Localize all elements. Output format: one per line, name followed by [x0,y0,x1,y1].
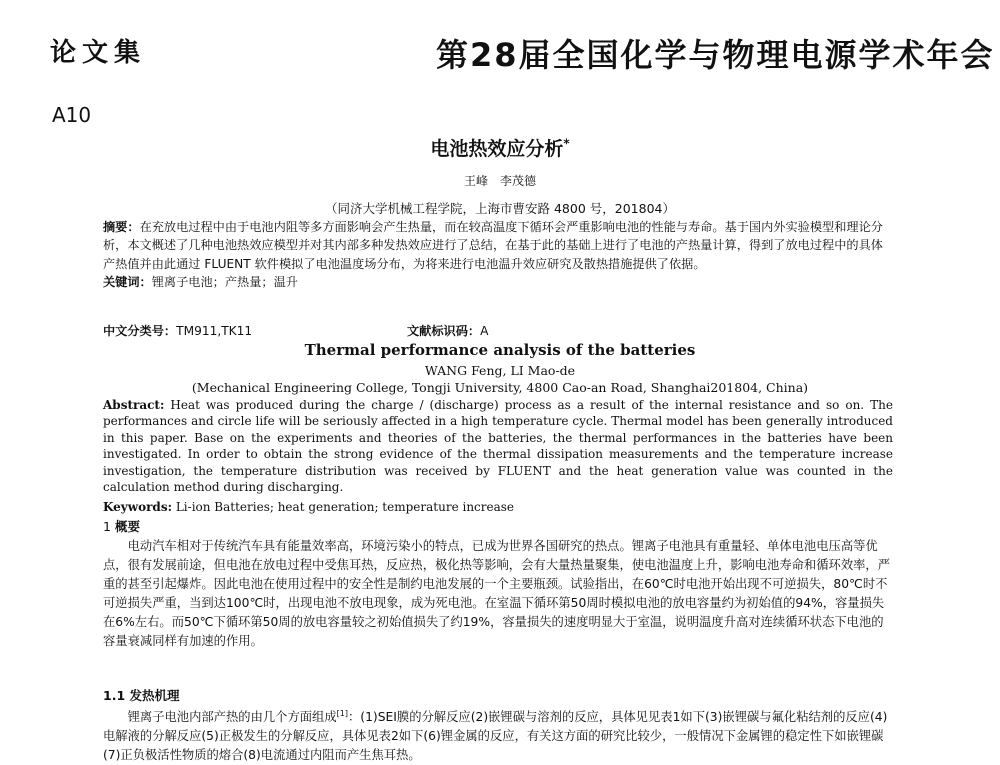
section-1-1-text-end: ：(1)SEI膜的分解反应(2)嵌锂碳与溶剂的反应，具体见见表1如下(3)嵌锂碳与氟化粘结剂的反应(4)电解液的分解反应(5)正极发生的分解反应，具体见表2如下(6)锂金属的反应，有关这方面的研究比较少，一般情况下金属锂的稳定性下如嵌锂碳(7)正负极活性物质的熔合(8)电流通过内阻而产生焦耳热。 [103,710,888,763]
abstract-cn-text: 在充放电过程中由于电池内阻等多方面影响会产生热量，而在较高温度下循环会严重影响电池的性能与寿命。基于国内外实验模型和理论分析，本文概述了几种电池热效应模型并对其内部多种发热效应进行了总结，在基于此的基础上进行了电池的产热量计算，得到了放电过程中的具体产热值并由此通过 FLUENT 软件模拟了电池温度场分布，为将来进行电池温升效应研究及散热措施提供了依据。 [103,220,883,271]
keywords-cn-label: 关键词： [103,275,152,290]
classification-value: TM911,TK11 [176,324,253,338]
section-1-paragraph: 电动汽车相对于传统汽车具有能量效率高，环境污染小的特点，已成为世界各国研究的热点。锂离子电池具有重量轻、单体电池电压高等优点，很有发展前途，但电池在放电过程中受焦耳热，反应热，极化热等影响，会有大量热量聚集，使电池温度上升，影响电池寿命和循环效率，严重的甚至引起爆炸。因此电池在使用过程中的安全性是制约电池发展的一个主要瓶颈。试验指出，在60℃时电池开始出现不可逆损失，80℃时不可逆损失严重，当到达100℃时，出现电池不放电现象，成为死电池。在室温下循环第50周时模拟电池的放电容量约为初始值的94%，容量损失在6%左右。而50℃下循环第50周的放电容量较之初始值损失了约19%，容量损失的速度明显大于室温，说明温度升高对连续循环状态下电池的容量衰减同样有加速的作用。 [103,539,891,648]
doc-code-label: 文献标识码： [407,324,481,338]
affiliation-en: (Mechanical Engineering College, Tongji University, 4800 Cao-an Road, Shanghai201804, China) [191,380,809,395]
citation-ref[interactable]: [1] [336,709,348,718]
title-footnote-mark: * [563,136,570,151]
abstract-cn-label: 摘要： [103,220,140,234]
section-1-1-heading: 1.1 发热机理 [103,688,180,703]
authors-en: WANG Feng, LI Mao-de [424,363,576,378]
paper-code: A10 [52,103,92,127]
section-1-1-body [103,704,893,765]
doc-code [407,322,488,339]
conference-title: 第28届全国化学与物理电源学术年会 [436,36,995,74]
section-1-heading [103,517,140,535]
abstract-en [103,397,893,495]
authors-cn: 王峰 李茂德 [463,174,536,188]
classification-row [103,322,893,339]
section-1-body [103,537,893,651]
title-cn-text: 电池热效应分析 [430,138,564,160]
section-1-number: 1 [103,519,111,534]
doc-code-value: A [480,324,489,338]
abstract-en-label: Abstract: [103,398,165,412]
keywords-en-text: Li-ion Batteries; heat generation; temperature increase [172,500,515,514]
paper-title-en: Thermal performance analysis of the batteries [304,341,696,359]
abstract-cn [103,218,893,292]
affiliation-cn: （同济大学机械工程学院，上海市曹安路 4800 号，201804） [325,201,675,216]
abstract-en-text: Heat was produced during the charge / (discharge) process as a result of the internal resistance and so on. The performances and circle life will be seriously affected in a high temperature cycle. Thermal model has been generally introduced in this paper. Base on the experiments and theories of the batteries, the thermal performances in the batteries have been investigated. In order to obtain the strong evidence of the thermal dissipation measurements and the temperature increase investigation, the temperature distribution was received by FLUENT and the heat generation value was counted in the calculation method during discharging. [103,398,893,495]
section-1-title: 概要 [114,519,140,534]
keywords-cn-text: 锂离子电池；产热量；温升 [151,275,298,290]
proceedings-label: 论文集 [50,38,147,68]
paper-title-cn [0,134,1000,161]
section-1-1-text-start: 锂离子电池内部产热的由几个方面组成 [127,710,337,725]
keywords-en-label: Keywords: [103,500,173,514]
classification-label: 中文分类号： [103,324,177,338]
section-1-1-paragraph [103,704,893,765]
keywords-en [103,500,893,514]
